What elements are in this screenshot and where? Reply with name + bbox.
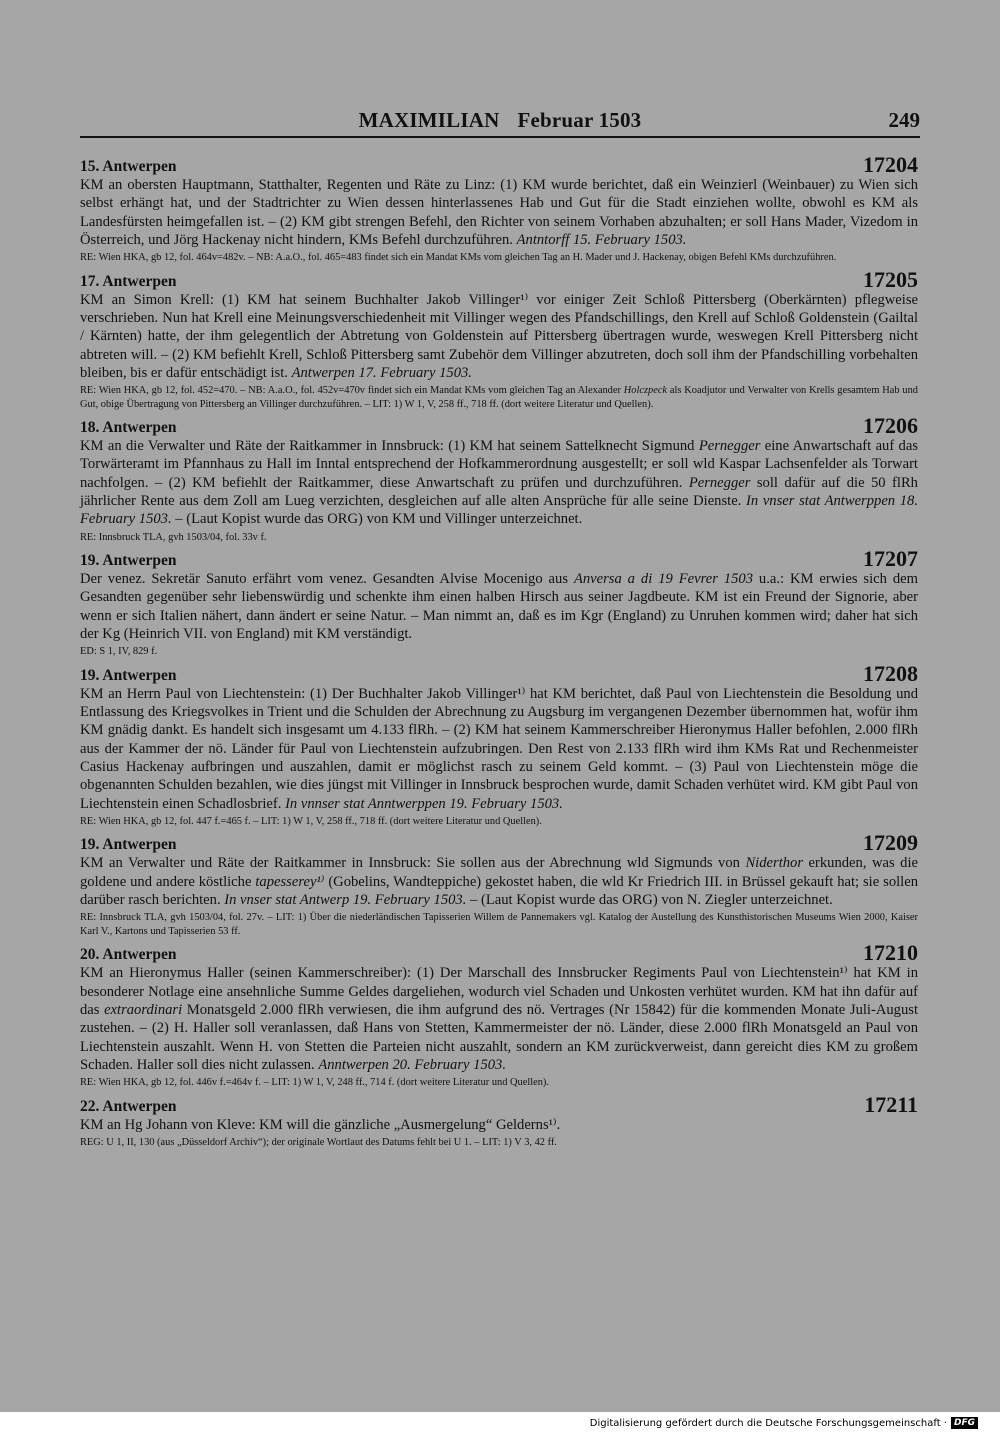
source-text-segment: REG: U 1, II, 130 (aus „Düsseldorf Archiv“); der originale Wortlaut des Datums fehlt bei U 1. – LIT: 1) V 3, 42 ff. — [80, 1136, 557, 1148]
entry-text-segment: KM an Hieronymus Haller (seinen Kammerschreiber): (1) Der Marschall des Innsbrucker Regiments Paul von Liechtenstein¹⁾ hat KM in besonderer Notlage eine ansehnliche Summe Geldes dargeliehen, wodurch viel Schaden und Unkosten verhütet wurden. KM hat ihn dafür auf das — [80, 965, 918, 1018]
entry-text-segment: KM an Simon Krell: (1) KM hat seinem Buchhalter Jakob Villinger¹⁾ vor einiger Zeit Schloß Pittersberg (Oberkärnten) pflegweise verschrieben. Nun hat Krell eine Meinungsverschiedenheit mit Villinger wegen des Pfandschillings, den Krell auf Schloß Goldenstein (Gailtal / Kärnten) hatte, der ihm gelegentlich der Abtretung von Goldenstein auf Pittersberg übertragen wurde, weswegen Krell Pittersberg nicht abtreten will. – (2) KM befiehlt Krell, Schloß Pittersberg samt Zubehör dem Villinger abzutreten, doch soll ihm der Pfandschilling vorbehalten bleiben, bis er dafür entschädigt ist. — [80, 291, 918, 381]
entry-text-italic: Anntwerpen 20. February 1503. — [318, 1056, 506, 1073]
entry-text — [80, 964, 918, 1074]
page-header — [80, 104, 920, 138]
entry-number: 17210 — [863, 940, 918, 966]
entry-source-note — [80, 1076, 918, 1090]
entry-header — [80, 152, 918, 177]
entry-date: 20. Antwerpen — [80, 946, 177, 964]
source-text-segment: RE: Wien HKA, gb 12, fol. 446v f.=464v f. – LIT: 1) W 1, V, 248 ff., 714 f. (dort weitere Literatur und Quellen). — [80, 1077, 549, 1089]
running-title-date: Februar 1503 — [517, 108, 642, 132]
entry-source-note — [80, 531, 918, 545]
entry-header — [80, 1091, 918, 1117]
entry-date: 19. Antwerpen — [80, 836, 177, 854]
source-text-segment: als Koadjutor und Verwalter von Krells gesamtem Hab und Gut, obige Übertragung von Pittersberg an Villinger durchzuführen. – LIT: 1) W 1, V, 258 ff., 718 ff. (dort weitere Literatur und Quellen). — [80, 385, 918, 410]
entry-text-segment: KM an Hg Johann von Kleve: KM will die gänzliche „Ausmergelung“ Gelderns¹⁾. — [80, 1116, 561, 1133]
entry-source-note — [80, 1136, 918, 1150]
entry-text — [80, 685, 918, 813]
entry-text-segment: KM an Herrn Paul von Liechtenstein: (1) Der Buchhalter Jakob Villinger¹⁾ hat KM berichtet, daß Paul von Liechtenstein die Besoldung und Entlassung des Kriegsvolkes in Trient und die Schulden der Abrechnung zu Augsburg im vergangenen Dezember übernommen hat, wofür ihm KM gnädig dankt. Es handelt sich insgesamt um 4.133 flRh. – (2) KM hat seinem Kammerschreiber Hieronymus Haller befohlen, 2.000 flRh aus der Kammer der nö. Länder für Paul von Liechtenstein aufzubringen. Den Rest von 2.133 flRh wird ihm KMs Rat und Rechenmeister Casius Hackenay aufbringen und auszahlen, damit er möglichst rasch zu seinem Geld kommt. – (3) Paul von Liechtenstein möge die obgenannten Schulden bezahlen, wie dies jüngst mit Villinger in Innsbruck besprochen wurde, damit Schaden verhütet wird. KM gibt Paul von Liechtenstein einen Schadlosbrief. — [80, 685, 918, 812]
entry-header — [80, 413, 918, 439]
entry-number: 17207 — [863, 546, 918, 572]
source-text-segment: RE: Wien HKA, gb 12, fol. 447 f.=465 f. – LIT: 1) W 1, V, 258 ff., 718 ff. (dort weitere Literatur und Quellen). — [80, 815, 542, 827]
entry-number: 17204 — [863, 152, 918, 177]
entry-text-segment: KM an obersten Hauptmann, Statthalter, Regenten und Räte zu Linz: (1) KM wurde berichtet, daß ein Weinzierl (Weinbauer) zu Wien sich selbst erhängt hat, und der Stadtrichter zu Wien dessen hinterlassenes Hab und Gut für die Stadt einziehen wollte, obwohl es KM als Landesfürsten heimgefallen ist. – (2) KM gibt strengen Befehl, den Richter von seinem Vorhaben abzuhalten; er soll Hans Mader, Vizedom in Österreich, und Jörg Hackenay nicht hindern, KMs Befehl durchzuführen. — [80, 177, 918, 248]
entry-text-italic: tapesserey¹⁾ — [255, 873, 325, 890]
entry-text-italic: extraordinari — [104, 1001, 183, 1018]
entry-source-note — [80, 911, 918, 938]
entry-header — [80, 266, 918, 292]
footer-credit-text: Digitalisierung gefördert durch die Deutsche Forschungsgemeinschaft · — [589, 1417, 947, 1429]
entry-text-segment: Der venez. Sekretär Sanuto erfährt vom venez. Gesandten Alvise Mocenigo aus — [80, 571, 574, 588]
entry-date: 22. Antwerpen — [80, 1097, 177, 1115]
page-number: 249 — [888, 108, 920, 132]
dfg-logo: DFG — [951, 1417, 978, 1429]
entry-text — [80, 1116, 918, 1134]
entry-text — [80, 854, 918, 909]
source-text-segment: ED: S 1, IV, 829 f. — [80, 646, 158, 658]
entry-text-italic: Antntorff 15. February 1503. — [516, 231, 687, 248]
entry — [80, 830, 918, 938]
entry-number: 17208 — [863, 660, 918, 686]
entry-list — [80, 152, 919, 1155]
entry-date: 17. Antwerpen — [80, 272, 177, 290]
entry-source-note — [80, 815, 918, 829]
footer-credit — [590, 1417, 978, 1429]
entry-text-italic: In vnser stat Antwerp 19. February 1503. — [224, 892, 467, 909]
entry-text-segment: – (Laut Kopist wurde das ORG) von N. Ziegler unterzeichnet. — [466, 892, 833, 909]
entry — [80, 660, 918, 829]
entry-text-italic: In vnnser stat Anntwerppen 19. February 1503. — [285, 795, 563, 812]
entry-date: 19. Antwerpen — [80, 552, 177, 570]
entry-text — [80, 291, 918, 382]
entry-text-italic: Anversa a di 19 Fevrer 1503 — [573, 571, 753, 588]
entry — [80, 266, 918, 411]
entry — [80, 546, 918, 659]
source-text-segment: RE: Innsbruck TLA, gvh 1503/04, fol. 33v f. — [80, 531, 267, 543]
entry-date: 18. Antwerpen — [80, 419, 177, 437]
entry-text-segment: eine Anwartschaft auf das Torwärteramt im Pfannhaus zu Hall im Inntal entsprechend der Hofkammerordnung ausgestellt; er soll wld Kaspar Lachsenfelder als Torwart nachfolgen. – (2) KM befiehlt der Raitkammer, diese Anwartschaft zu prüfen und durchzuführen. — [80, 438, 919, 491]
entry — [80, 152, 918, 265]
entry-date: 19. Antwerpen — [80, 666, 177, 684]
entry-text-italic: Pernegger — [688, 474, 751, 491]
entry-text-segment: Monatsgeld 2.000 flRh verwiesen, die ihm aufgrund des nö. Vertrages (Nr 15842) für die kommenden Monate Juli-August zustehen. – (2) H. Haller soll veranlassen, daß Hans von Stetten, Kammermeister der nö. Länder, diese 2.000 flRh Monatsgeld an Paul von Liechtenstein auszahlt. Wenn H. von Stetten die Parteien nicht auszahlt, sondern an KM zurückverweist, dann gereicht dies KM zu großem Schaden. Haller soll dies nicht zulassen. — [80, 1001, 918, 1073]
entry — [80, 1091, 918, 1150]
entry-text-segment: erkunden, was die goldene und andere köstliche — [80, 855, 918, 890]
entry-text-italic: Antwerpen 17. February 1503. — [291, 364, 472, 381]
running-title — [80, 108, 920, 133]
entry-header — [80, 660, 918, 686]
source-text-italic: Holczpeck — [623, 385, 668, 397]
entry-text — [80, 570, 918, 643]
entry-text-segment: KM an Verwalter und Räte der Raitkammer in Innsbruck: Sie sollen aus der Abrechnung wld Sigmunds von — [80, 855, 746, 872]
entry-header — [80, 830, 918, 856]
entry-number: 17211 — [864, 1091, 918, 1117]
entry-number: 17206 — [863, 413, 918, 439]
header-rule — [80, 136, 920, 138]
source-text-segment: RE: Innsbruck TLA, gvh 1503/04, fol. 27v. – LIT: 1) Über die niederländischen Tapisserien Willem de Pannemakers vgl. Katalog der Austellung des Kunsthistorischen Museums Wien 2000, Kaiser Karl V., Kartons und Tapisserien 53 ff. — [80, 912, 918, 937]
entry-header — [80, 940, 918, 966]
entry-text-segment: u.a.: KM erwies sich dem Gesandten gegenüber sehr liebenswürdig und schenkte ihm einen halben Hirsch aus seiner Jagdbeute. KM ist ein Freund der Signorie, aber wenn er sich Italien nähert, dann ändert er seine Natur. – Man nimmt an, daß es im Kgr (England) zu Unruhen kommen wird; daher hat sich der Kg (Heinrich VII. von England) mit KM verständigt. — [80, 571, 918, 643]
entry — [80, 940, 918, 1089]
entry-number: 17209 — [863, 830, 918, 856]
entry — [80, 413, 919, 544]
entry-date: 15. Antwerpen — [80, 158, 177, 175]
entry-source-note — [80, 384, 918, 411]
entry-text-italic: Niderthor — [745, 855, 804, 872]
entry-text-italic: In vnser stat Antwerppen 18. February 1503. — [80, 493, 919, 528]
entry-text-segment: soll dafür auf die 50 flRh jährlicher Rente aus dem Zoll am Lueg verzichten, desgleichen auf alle alten Ansprüche für alle seine Dienste. — [80, 474, 918, 510]
entry-text-segment: – (Laut Kopist wurde das ORG) von KM und Villinger unterzeichnet. — [171, 511, 583, 528]
entry-text-segment: (Gobelins, Wandteppiche) gekostet haben, die wld Kr Friedrich III. in Brüssel gekauft hat; sie sollen darüber rasch berichten. — [80, 873, 918, 909]
entry-text-segment: KM an die Verwalter und Räte der Raitkammer in Innsbruck: (1) KM hat seinem Sattelknecht Sigmund — [80, 438, 699, 455]
entry-source-note — [80, 251, 918, 265]
entry-text — [80, 437, 918, 528]
source-text-segment: RE: Wien HKA, gb 12, fol. 452=470. – NB: A.a.O., fol. 452v=470v findet sich ein Mandat KMs vom gleichen Tag an Alexander — [80, 385, 624, 397]
entry-header — [80, 546, 918, 572]
entry-text-italic: Pernegger — [698, 438, 761, 455]
entry-text — [80, 176, 918, 249]
running-title-name: MAXIMILIAN — [358, 108, 500, 132]
source-text-segment: RE: Wien HKA, gb 12, fol. 464v=482v. – NB: A.a.O., fol. 465=483 findet sich ein Mandat KMs vom gleichen Tag an H. Mader und J. Hackenay, obigen Befehl KMs durchzuführen. — [80, 252, 837, 264]
entry-source-note — [80, 645, 918, 659]
entry-number: 17205 — [863, 266, 918, 292]
